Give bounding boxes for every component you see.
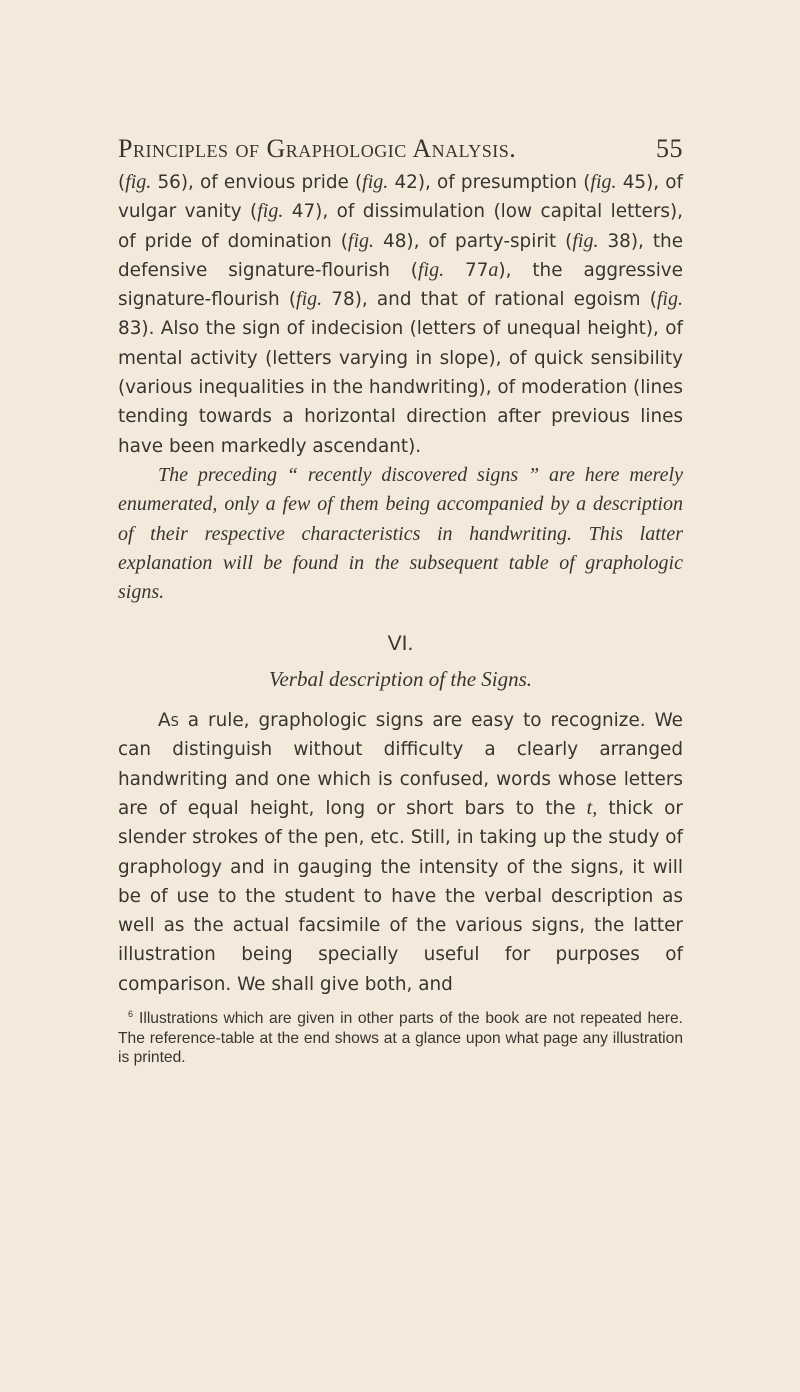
page-body [118, 168, 683, 1068]
footnote-marker: 6 [128, 1009, 134, 1020]
text-run: ( [118, 172, 126, 193]
fig-ref: fig. [590, 171, 617, 193]
section-numeral: VI. [387, 632, 414, 656]
text-run: 83). Also the sign of indecision (letters of unequal height), of mental activity (letters varying in slope), of quick sensibility (various inequalities in the handwriting), of moderation (lines tending towards a horizontal direction after previous lines have been markedly ascendant). [118, 318, 683, 457]
fig-suffix: a [488, 258, 499, 281]
footnote [118, 1005, 683, 1068]
letter-t: t, [586, 796, 598, 819]
fig-ref: fig. [572, 229, 599, 252]
footnote-text: Illustrations which are given in other parts of the book are not repeated here. The reference-table at the end shows at a glance upon what page any illustration is printed. [118, 1010, 683, 1067]
text-run: ), the aggressive signature-flourish ( [118, 259, 683, 311]
fig-ref: fig. [347, 229, 375, 252]
text-run: a rule, graphologic signs are easy to recognize. We can distinguish without difficulty a clearly arranged handwriting and one which is confused, words whose letters are of equal height, long or short bars to the [118, 710, 683, 819]
paragraph-continued [118, 168, 683, 461]
text-run: 78), and that of rational egoism ( [322, 289, 657, 311]
text-run: 77 [444, 259, 489, 281]
fig-ref: fig. [296, 288, 323, 311]
running-head [118, 134, 683, 164]
text-run: 38), the defensive signature-flourish ( [118, 230, 684, 281]
text-run: 47), of dissimulation (low capital letters), of pride of domination ( [118, 201, 683, 252]
page-number: 55 [656, 134, 683, 163]
fig-ref: fig. [257, 200, 284, 223]
running-head-title: Principles of Graphologic Analysis. [118, 134, 517, 163]
fig-ref: fig. [125, 171, 152, 193]
fig-ref: fig. [656, 288, 683, 311]
italic-paragraph: The preceding “ recently discovered signs ” are here merely enumerated, only a few of them being accompanied by a description of their respective characteristics in handwriting. This latter explanation will be found in the subsequent table of graphologic signs. [118, 463, 683, 604]
fig-ref: fig. [362, 171, 389, 193]
paragraph [118, 706, 683, 999]
section-title: Verbal description of the Signs. [268, 666, 533, 691]
text-run: 56), of envious pride ( [151, 172, 363, 193]
text-run: 45), of vulgar vanity ( [118, 172, 683, 223]
lead-word: As [158, 710, 179, 732]
text-run: thick or slender strokes of the pen, etc. Still, in taking up the study of graphology and in gauging the intensity of the signs, it will be of use to the student to have the verbal description as well as the actual facsimile of the various signs, the latter illustration being specially useful for purposes of comparison. We shall give both, and [118, 797, 683, 995]
text-run: 48), of party-spirit ( [374, 230, 573, 252]
fig-ref: fig. [417, 258, 445, 281]
text-run: 42), of presumption ( [388, 172, 591, 193]
